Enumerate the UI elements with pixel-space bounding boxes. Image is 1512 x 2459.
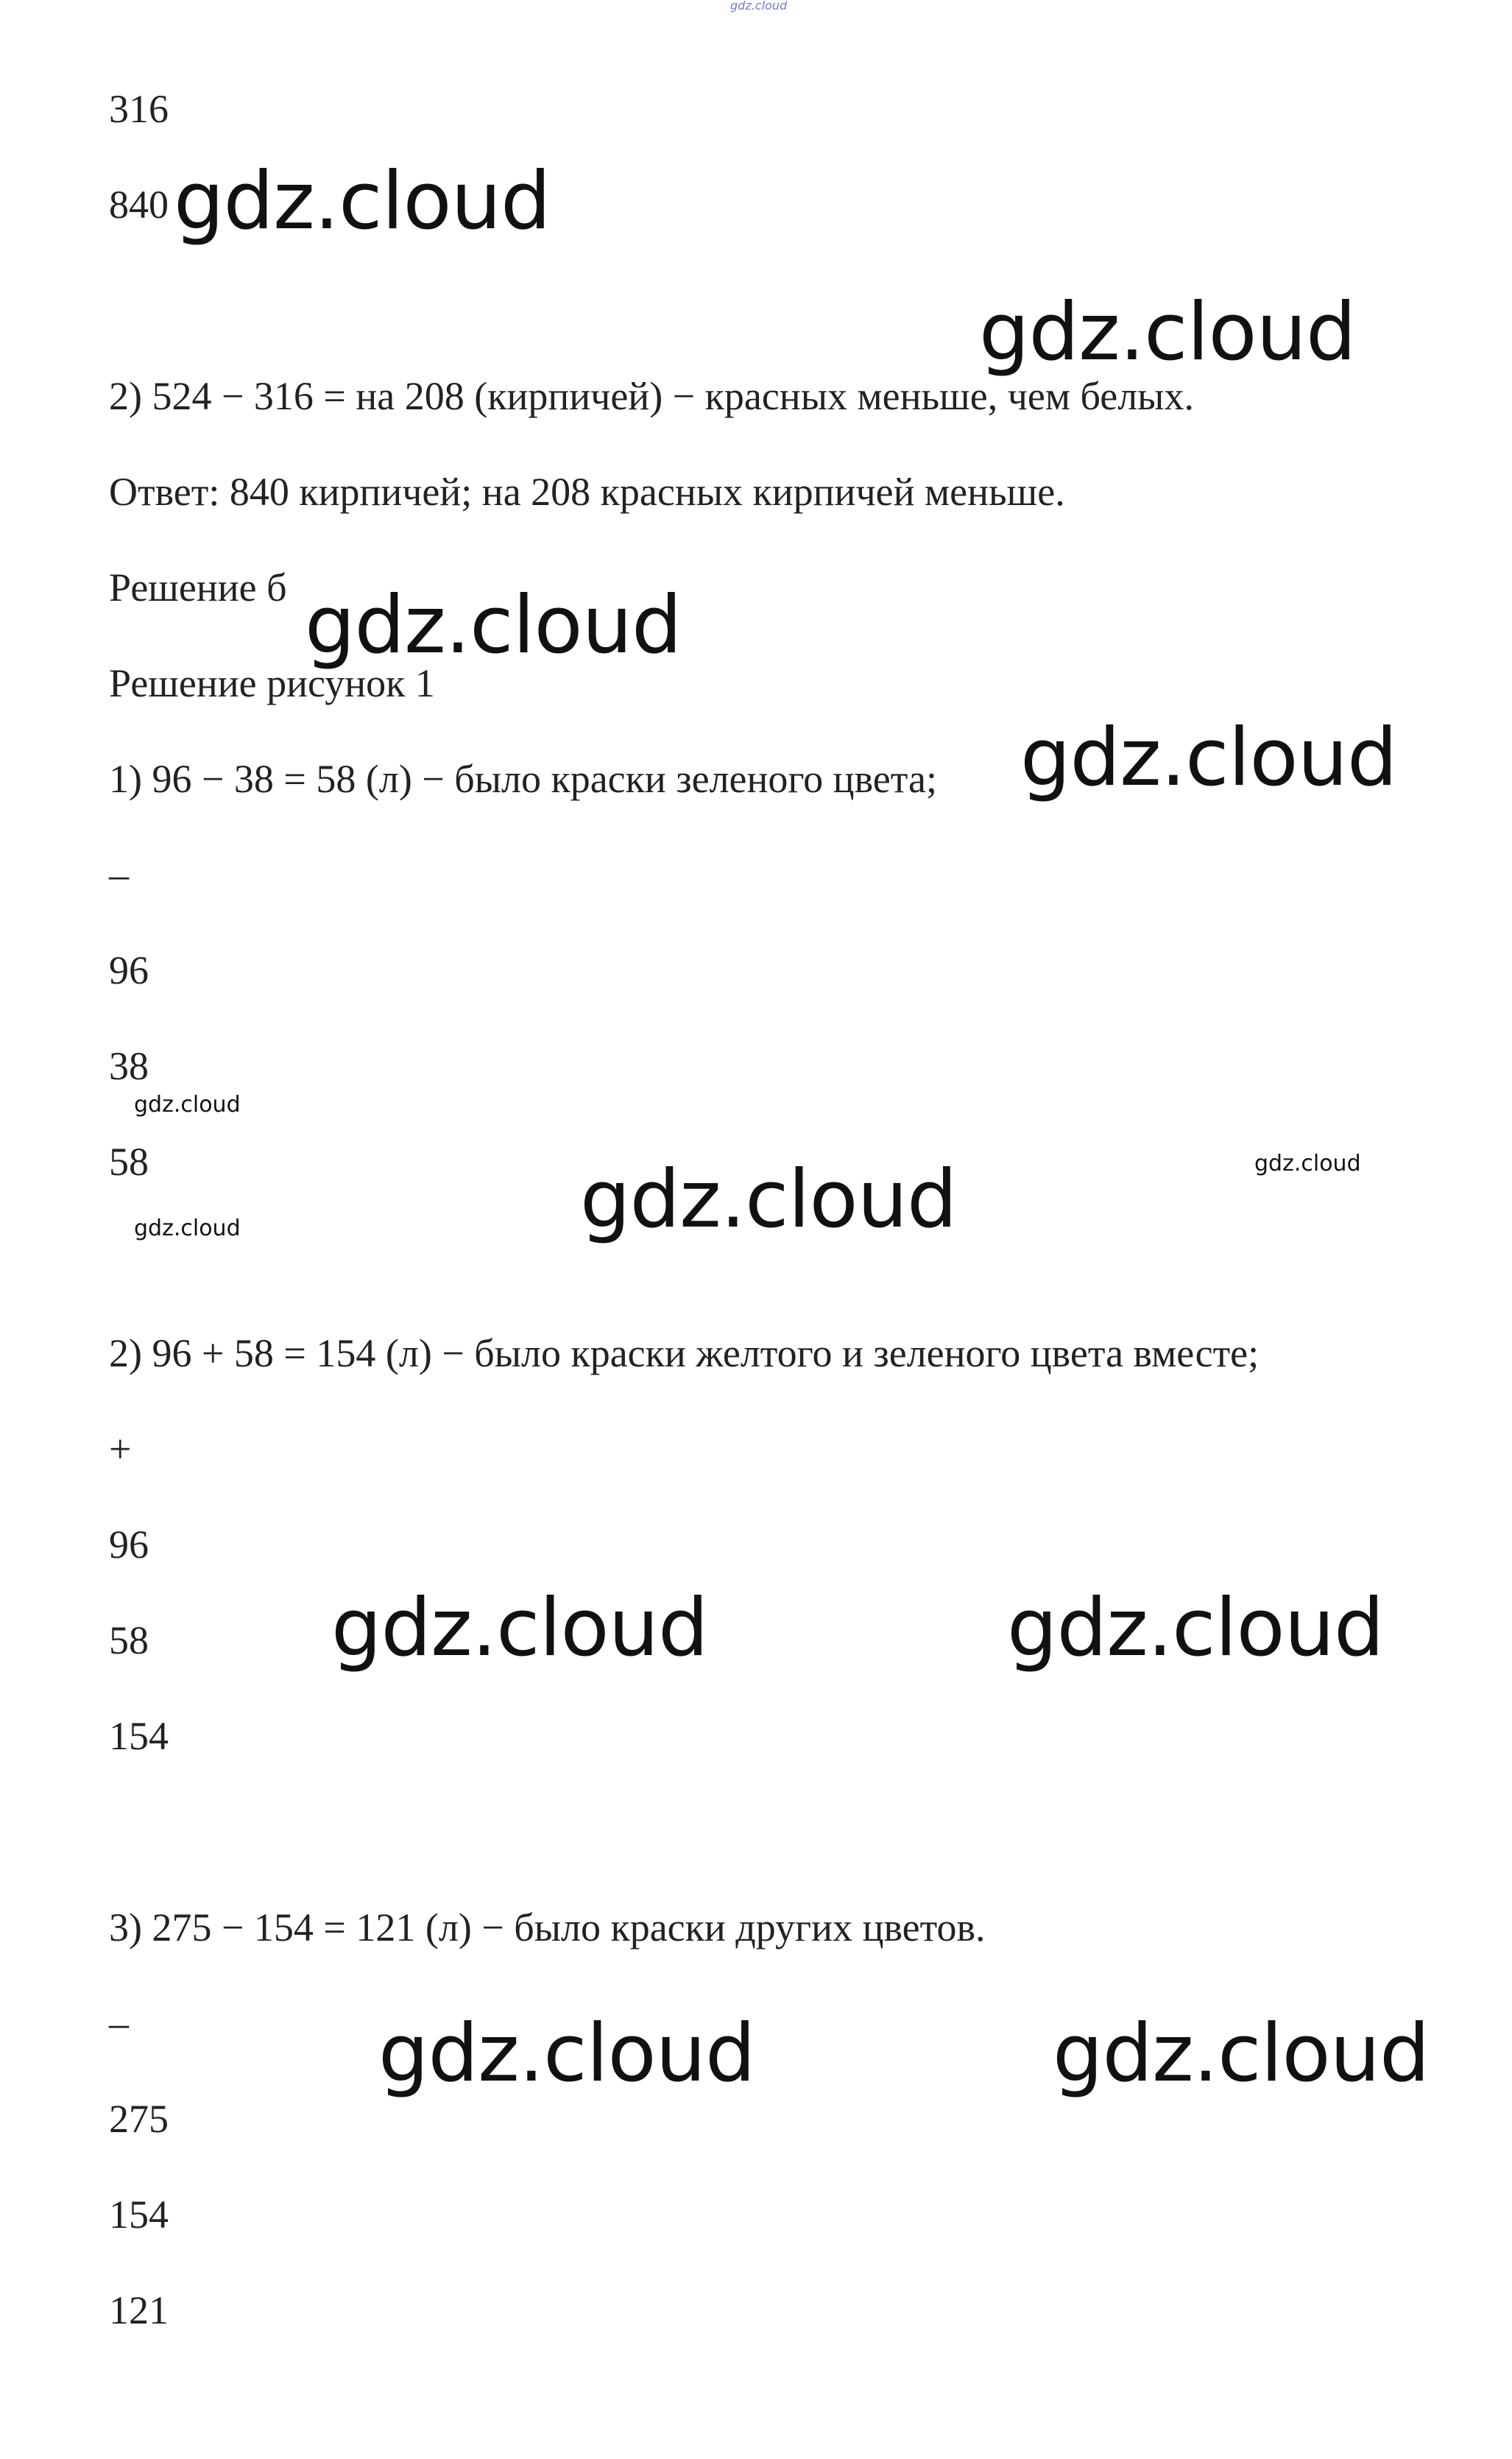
watermark: gdz.cloud [1020,712,1397,804]
section-heading-figure-1: Решение рисунок 1 [109,661,435,705]
column-sign-plus: + [109,1427,132,1471]
column-number-275: 275 [109,2097,169,2141]
watermark: gdz.cloud [1053,2008,1430,2100]
solution-step-2-bricks: 2) 524 − 316 = на 208 (кирпичей) − красных меньше, чем белых. [109,374,1194,418]
watermark-small: gdz.cloud [1254,1151,1361,1176]
solution-step-1-paint: 1) 96 − 38 = 58 (л) − было краски зеленого цвета; [109,757,937,801]
watermark-small: gdz.cloud [134,1216,241,1241]
column-number-316: 316 [109,87,169,131]
column-number-154: 154 [109,2192,169,2237]
solution-step-3-paint: 3) 275 − 154 = 121 (л) − было краски других цветов. [109,1905,986,1950]
solution-step-2-paint: 2) 96 + 58 = 154 (л) − было краски желтого и зеленого цвета вместе; [109,1331,1260,1375]
watermark-small: gdz.cloud [134,1092,241,1118]
column-number-58: 58 [109,1618,149,1662]
column-number-96: 96 [109,948,149,992]
column-sign-minus: – [109,2001,129,2045]
column-sign-minus: – [109,853,129,897]
column-number-154: 154 [109,1714,169,1758]
column-number-121: 121 [109,2288,169,2332]
watermark-top: gdz.cloud [730,0,788,13]
column-number-58: 58 [109,1140,149,1184]
column-number-840: 840 [109,183,169,227]
watermark: gdz.cloud [331,1582,708,1674]
column-number-96: 96 [109,1523,149,1567]
watermark: gdz.cloud [580,1154,957,1246]
watermark: gdz.cloud [378,2008,755,2100]
watermark: gdz.cloud [174,155,551,247]
answer-bricks: Ответ: 840 кирпичей; на 208 красных кирпичей меньше. [109,470,1065,514]
watermark: gdz.cloud [979,286,1356,378]
column-number-38: 38 [109,1044,149,1088]
watermark: gdz.cloud [305,579,682,671]
section-heading-solution-b: Решение б [109,565,287,610]
watermark: gdz.cloud [1007,1582,1384,1674]
